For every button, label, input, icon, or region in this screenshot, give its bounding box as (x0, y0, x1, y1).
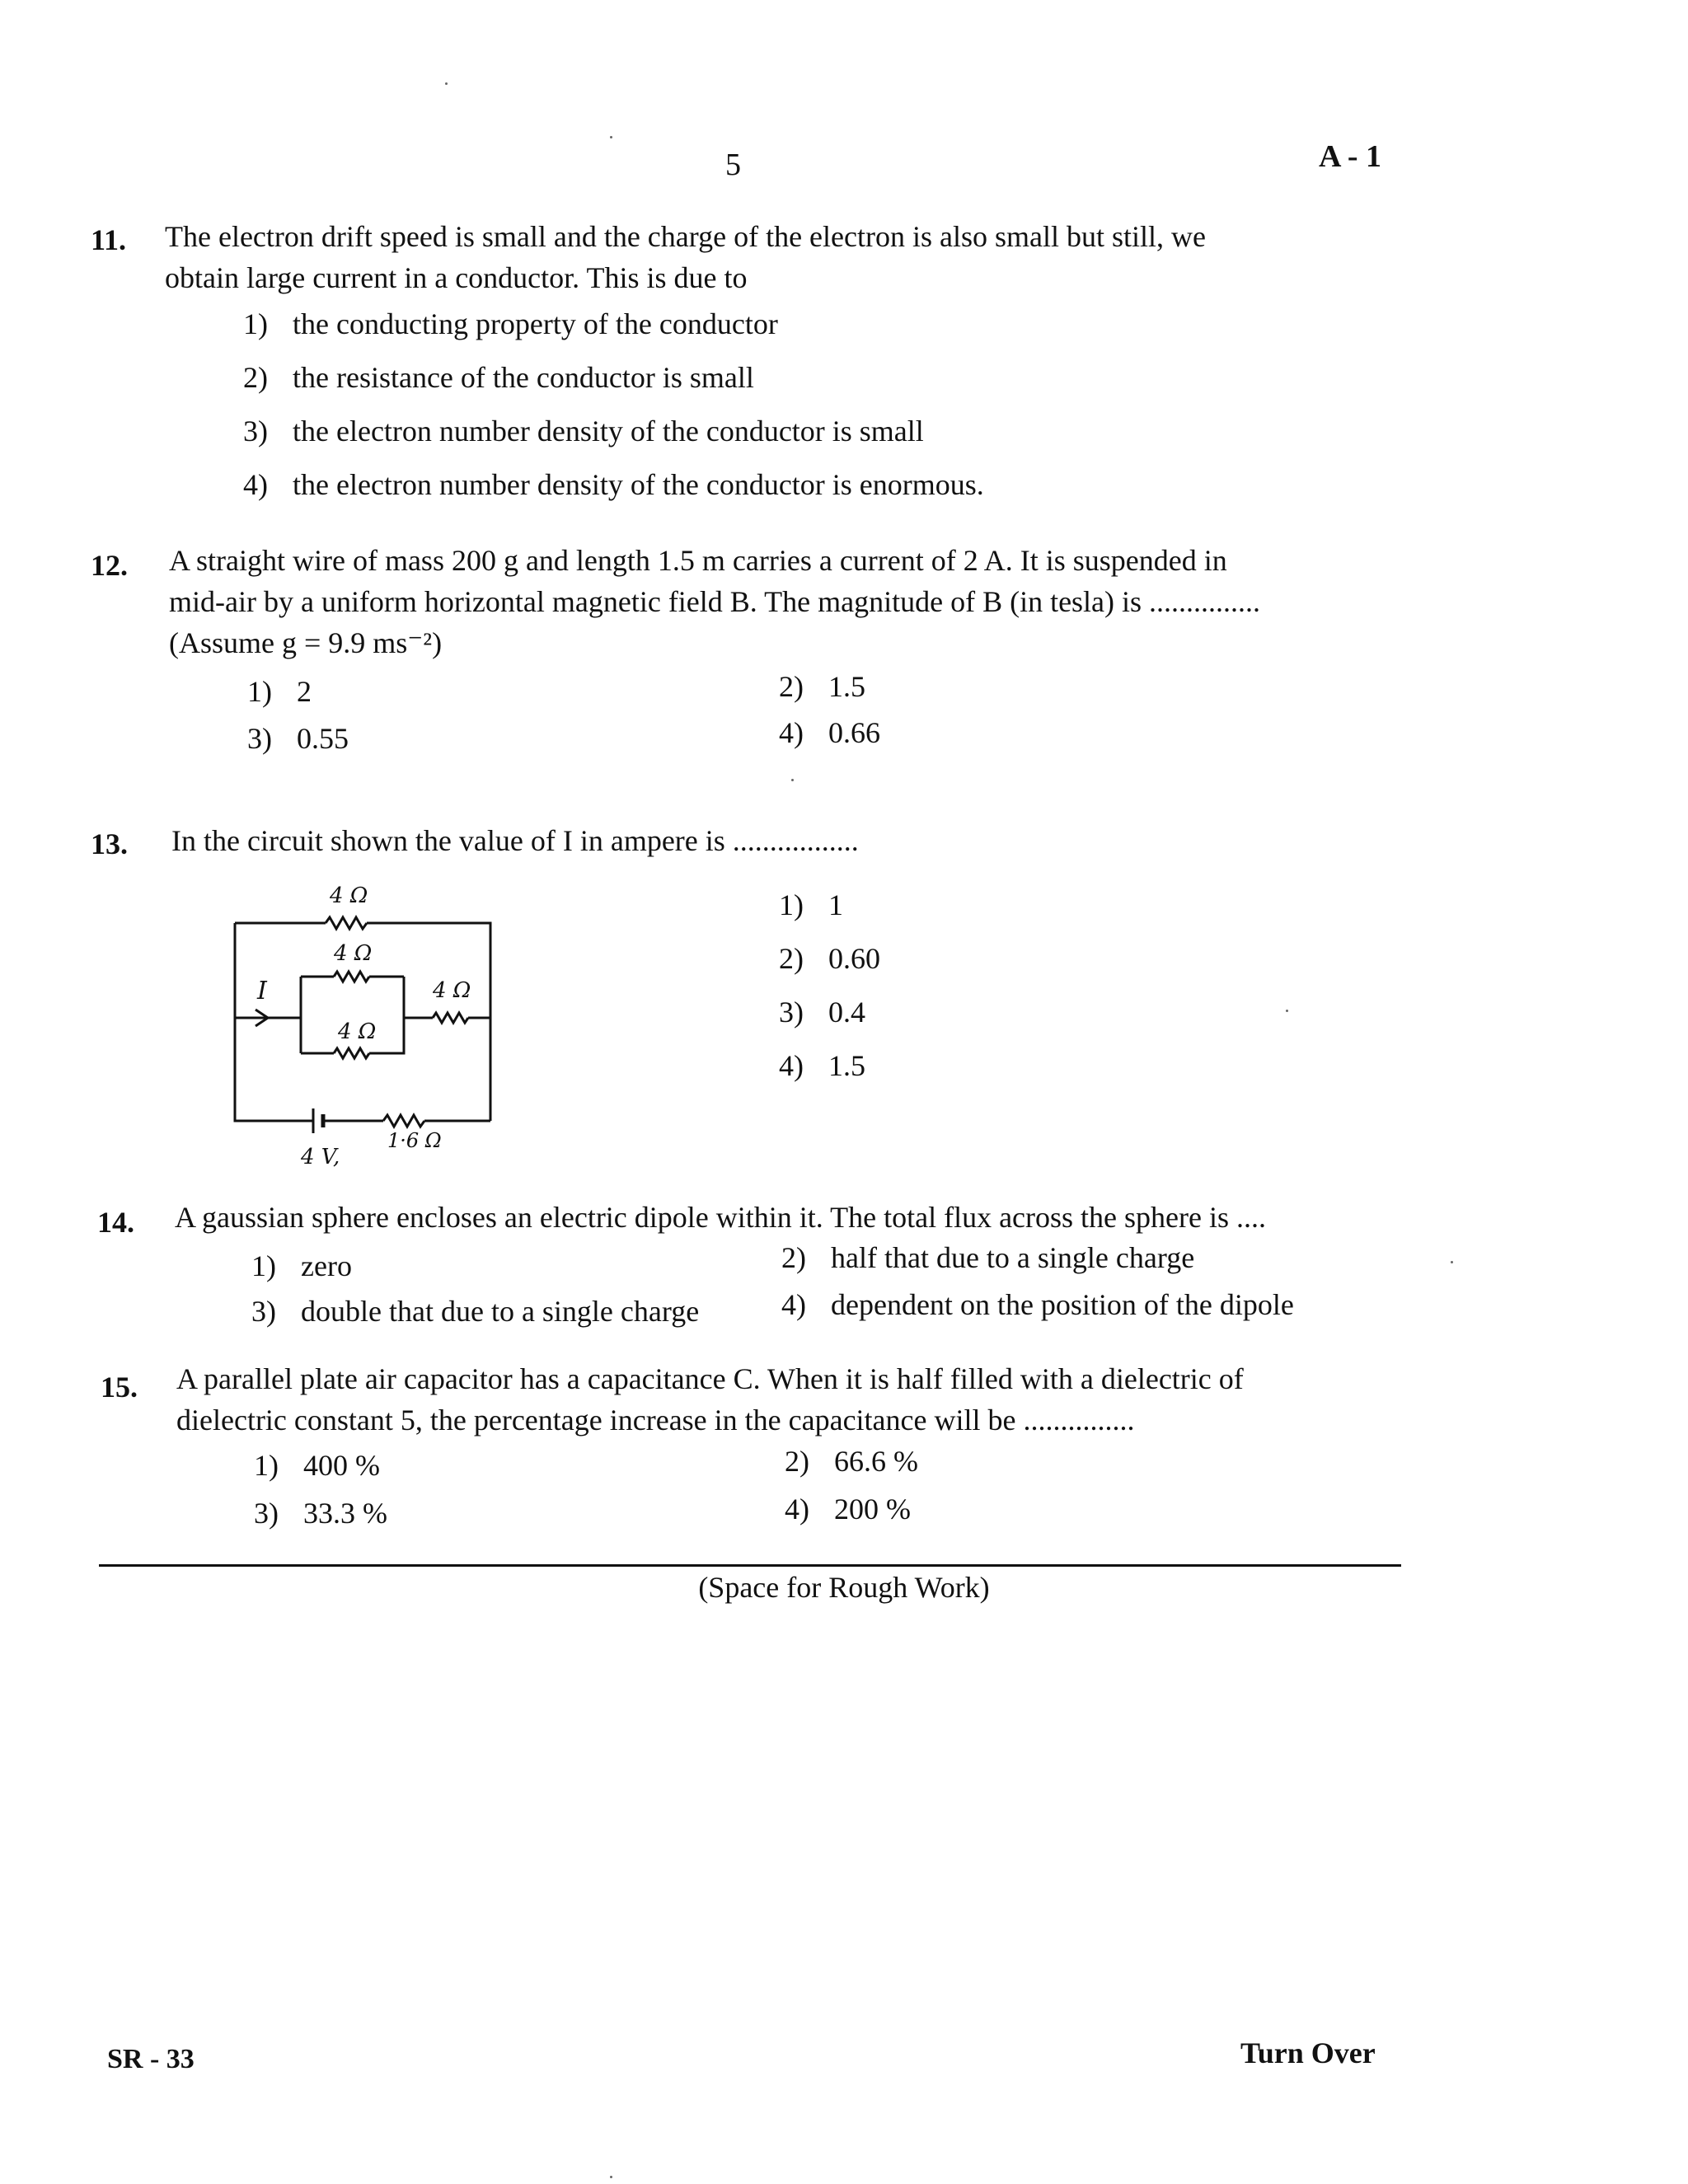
option-number: 4) (785, 1493, 809, 1526)
option (779, 941, 880, 976)
option (785, 1492, 911, 1526)
option (254, 1448, 380, 1483)
label-internal-resistor: 1·6 Ω (387, 1129, 442, 1152)
option-number: 1) (251, 1249, 276, 1282)
question-text (171, 820, 859, 861)
question-number: 14. (97, 1206, 134, 1239)
option-text: 66.6 % (834, 1445, 918, 1478)
option-number: 3) (251, 1295, 276, 1328)
option (243, 414, 924, 448)
resistor-internal (383, 1115, 424, 1127)
option-text: zero (301, 1249, 352, 1282)
option-number: 2) (779, 670, 804, 703)
option-text: 200 % (834, 1493, 911, 1526)
label-battery: 4 V, (301, 1145, 340, 1169)
label-parallel-lower: 4 Ω (338, 1019, 377, 1044)
question-text (165, 216, 1206, 298)
option-text: 0.60 (828, 942, 880, 975)
question-line: obtain large current in a conductor. This is due to (165, 261, 748, 294)
question-number: 11. (91, 223, 127, 256)
resistor-parallel-upper (334, 972, 369, 982)
option (779, 715, 880, 750)
option-text: dependent on the position of the dipole (831, 1288, 1294, 1321)
option-number: 2) (781, 1241, 806, 1274)
option (779, 1048, 865, 1083)
question-line: (Assume g = 9.9 ms⁻²) (169, 626, 443, 659)
turn-over-label: Turn Over (1240, 2036, 1376, 2069)
option-text: 400 % (303, 1449, 380, 1482)
option-text: the resistance of the conductor is small (293, 361, 754, 394)
option (251, 1294, 699, 1329)
question-text (176, 1358, 1244, 1441)
question-number: 13. (91, 827, 128, 860)
resistor-top (326, 917, 367, 929)
option (781, 1240, 1194, 1275)
label-top-resistor: 4 Ω (330, 883, 368, 908)
scan-speck (445, 82, 448, 85)
option-text: 0.4 (828, 996, 865, 1029)
label-parallel-upper: 4 Ω (334, 941, 373, 966)
label-series-resistor: 4 Ω (433, 978, 471, 1003)
option-number: 1) (243, 307, 268, 340)
question-line: dielectric constant 5, the percentage increase in the capacitance will be ............... (176, 1404, 1135, 1436)
option-number: 2) (779, 942, 804, 975)
option-text: 1 (828, 888, 843, 921)
option-number: 1) (254, 1449, 279, 1482)
question-text (175, 1197, 1266, 1238)
option-number: 2) (785, 1445, 809, 1478)
option-number: 4) (243, 468, 268, 501)
divider (99, 1564, 1401, 1567)
option-text: the electron number density of the conductor is small (293, 415, 924, 448)
option-number: 3) (254, 1497, 279, 1530)
option-text: 1.5 (828, 670, 865, 703)
question-text (169, 540, 1260, 663)
option-text: 0.55 (297, 722, 349, 755)
option (785, 1444, 918, 1479)
paper-code: A - 1 (1319, 139, 1381, 174)
scan-speck (1451, 1261, 1453, 1263)
option-number: 2) (243, 361, 268, 394)
option-number: 3) (247, 722, 272, 755)
question-line: The electron drift speed is small and the charge of the electron is also small but still, we (165, 220, 1206, 253)
option (781, 1287, 1294, 1322)
option-number: 3) (243, 415, 268, 448)
rough-work-label: (Space for Rough Work) (698, 1571, 990, 1604)
option (254, 1496, 387, 1530)
footer-code: SR - 33 (107, 2044, 195, 2074)
option (251, 1249, 352, 1283)
label-current: I (257, 977, 267, 1005)
option-text: the conducting property of the conductor (293, 307, 778, 340)
option (779, 669, 865, 704)
page-number: 5 (725, 148, 741, 182)
option (243, 467, 984, 502)
option (243, 307, 778, 341)
question-line: A straight wire of mass 200 g and length 1.5 m carries a current of 2 A. It is suspended in (169, 544, 1227, 577)
question-number: 12. (91, 549, 128, 582)
option-number: 3) (779, 996, 804, 1029)
question-line: A gaussian sphere encloses an electric dipole within it. The total flux across the sphere is .... (175, 1201, 1266, 1234)
option-number: 4) (781, 1288, 806, 1321)
option-text: half that due to a single charge (831, 1241, 1195, 1274)
option (247, 721, 349, 756)
question-line: In the circuit shown the value of I in ampere is ................. (171, 824, 859, 857)
option-text: 1.5 (828, 1049, 865, 1082)
scan-speck (791, 779, 794, 781)
question-line: A parallel plate air capacitor has a capacitance C. When it is half filled with a dielectric of (176, 1362, 1244, 1395)
option (779, 995, 865, 1029)
option-text: 2 (297, 675, 312, 708)
option-text: 33.3 % (303, 1497, 387, 1530)
wire (367, 923, 490, 1121)
option (243, 360, 754, 395)
option (247, 674, 312, 709)
option-number: 4) (779, 716, 804, 749)
option-number: 1) (247, 675, 272, 708)
resistor-parallel-lower (334, 1048, 369, 1058)
option-number: 4) (779, 1049, 804, 1082)
circuit-diagram (223, 874, 503, 1179)
resistor-series (433, 1013, 468, 1023)
scan-speck (1286, 1010, 1288, 1012)
option-number: 1) (779, 888, 804, 921)
question-number: 15. (101, 1371, 138, 1404)
option (779, 888, 843, 922)
option-text: 0.66 (828, 716, 880, 749)
option-text: double that due to a single charge (301, 1295, 700, 1328)
scan-speck (610, 2176, 612, 2178)
question-line: mid-air by a uniform horizontal magnetic field B. The magnitude of B (in tesla) is ............... (169, 585, 1261, 618)
scan-speck (610, 136, 612, 138)
option-text: the electron number density of the conductor is enormous. (293, 468, 984, 501)
